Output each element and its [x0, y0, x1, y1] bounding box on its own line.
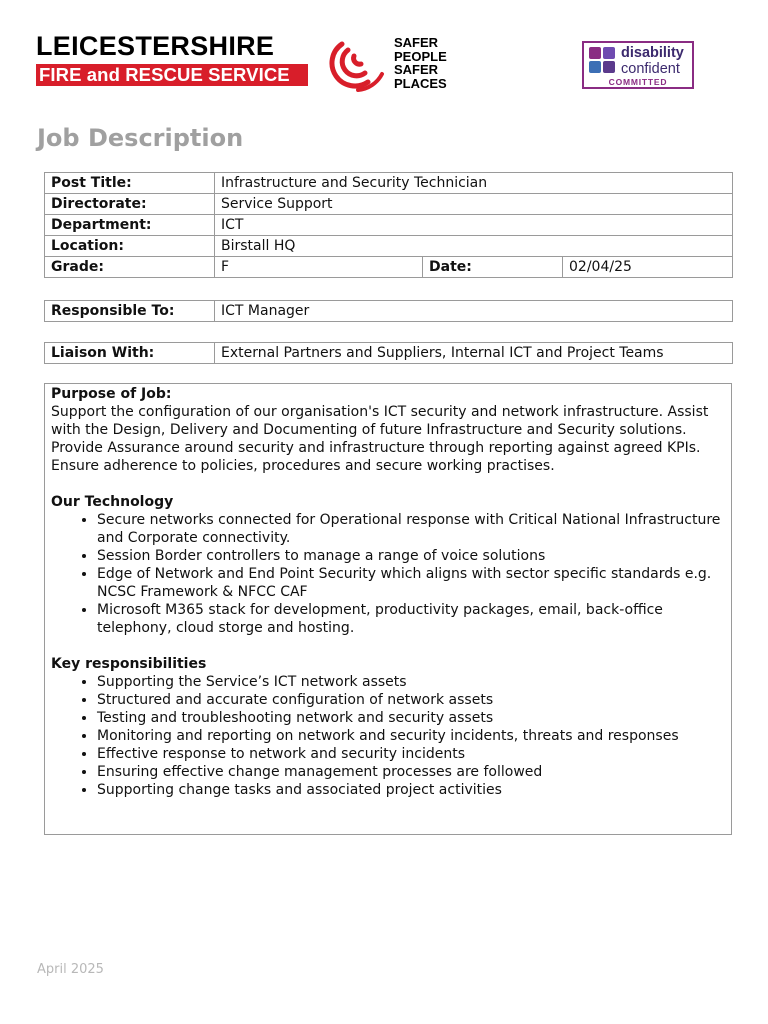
slogan-line: SAFER [394, 62, 439, 77]
table-row [45, 257, 733, 278]
responsibilities-heading: Key responsibilities [51, 656, 207, 672]
badge-line-1: disability [621, 45, 684, 61]
org-name: LEICESTERSHIRE [36, 31, 275, 61]
responsible-label: Responsible To: [45, 301, 215, 322]
table-row [45, 173, 733, 194]
slogan-line: PLACES [394, 75, 447, 91]
page-header [0, 0, 768, 110]
purpose-text: Support the configuration of our organisation's ICT security and network infrastructure. Assist with the Design, Delivery and Documenting of future Infrastructure and Security solutions. Provide Assurance around security and infrastructure through reporting against agreed KPIs. Ensure adherence to policies, procedures and secure working practises. [51, 404, 709, 474]
badge-line-2: confident [621, 61, 680, 77]
table-row [45, 215, 733, 236]
department-value: ICT [215, 215, 733, 236]
list-item: • Testing and troubleshooting network and security assets [97, 709, 725, 727]
grade-label: Grade: [45, 257, 215, 278]
signal-arcs-icon [328, 34, 392, 94]
slogan-line: PEOPLE [394, 48, 447, 64]
purpose-section [44, 383, 732, 835]
list-item: • Effective response to network and security incidents [97, 745, 725, 763]
technology-heading: Our Technology [51, 494, 174, 510]
department-label: Department: [45, 215, 215, 236]
purpose-heading: Purpose of Job: [51, 386, 172, 402]
directorate-value: Service Support [215, 194, 733, 215]
liaison-value: External Partners and Suppliers, Internal ICT and Project Teams [215, 343, 733, 364]
location-value: Birstall HQ [215, 236, 733, 257]
job-info-table [44, 172, 733, 278]
table-row [45, 301, 733, 322]
list-item: • Secure networks connected for Operational response with Critical National Infrastructure and Corporate connectivity. [97, 511, 725, 547]
liaison-label: Liaison With: [45, 343, 215, 364]
list-item: • Monitoring and reporting on network and security incidents, threats and responses [97, 727, 725, 745]
list-item: • Session Border controllers to manage a range of voice solutions [97, 547, 725, 565]
liaison-table [44, 342, 733, 364]
slogan-line: SAFER [394, 35, 439, 50]
disability-confident-badge [582, 41, 694, 89]
page-title: Job Description [37, 124, 244, 152]
safer-people-logo [328, 34, 458, 94]
table-row [45, 194, 733, 215]
list-item: • Microsoft M365 stack for development, productivity packages, email, back-office telephony, cloud storge and hosting. [97, 601, 725, 637]
list-item: • Ensuring effective change management processes are followed [97, 763, 725, 781]
technology-list [51, 511, 725, 637]
date-label: Date: [423, 257, 563, 278]
list-item: • Edge of Network and End Point Security which aligns with sector specific standards e.g. NCSC Framework & NFCC CAF [97, 565, 725, 601]
post-title-value: Infrastructure and Security Technician [215, 173, 733, 194]
list-item: • Structured and accurate configuration of network assets [97, 691, 725, 709]
post-title-label: Post Title: [45, 173, 215, 194]
location-label: Location: [45, 236, 215, 257]
grade-value: F [215, 257, 423, 278]
responsibilities-list [51, 673, 725, 799]
responsible-table [44, 300, 733, 322]
table-row [45, 236, 733, 257]
date-value: 02/04/25 [563, 257, 733, 278]
list-item: • Supporting change tasks and associated project activities [97, 781, 725, 799]
responsible-value: ICT Manager [215, 301, 733, 322]
org-subtitle: FIRE and RESCUE SERVICE [36, 64, 308, 86]
disability-icons [589, 47, 617, 75]
directorate-label: Directorate: [45, 194, 215, 215]
lfrs-logo [36, 32, 308, 86]
list-item: • Supporting the Service’s ICT network assets [97, 673, 725, 691]
table-row [45, 343, 733, 364]
footer-date: April 2025 [37, 962, 104, 977]
badge-line-3: COMMITTED [584, 77, 692, 87]
